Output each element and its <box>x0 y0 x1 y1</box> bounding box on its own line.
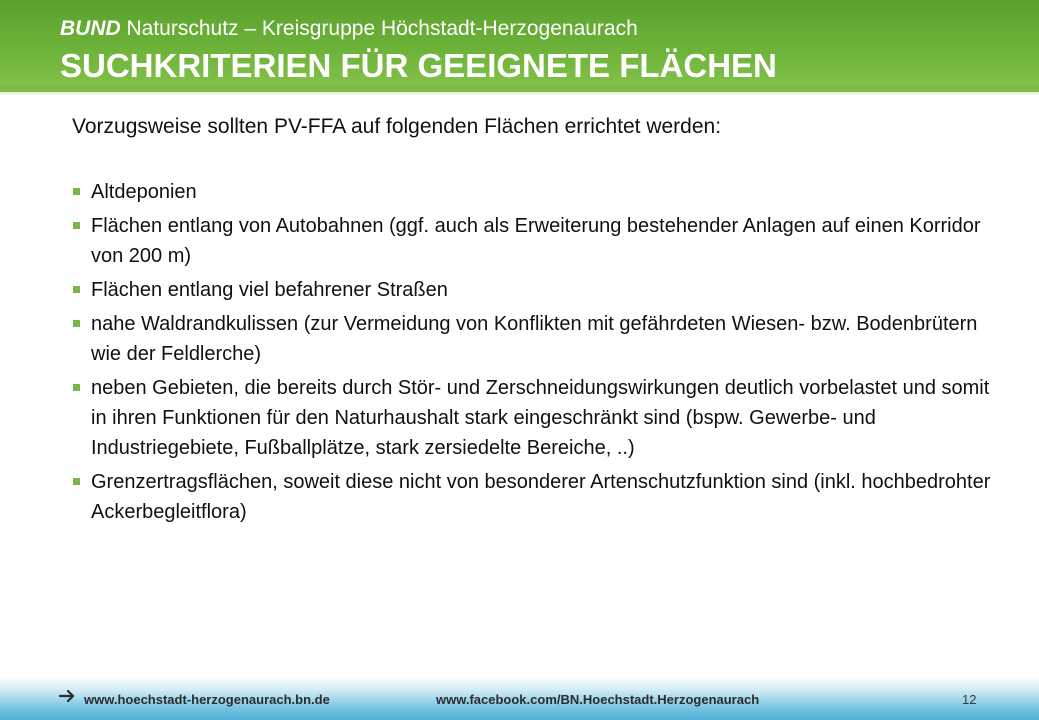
square-bullet-icon <box>73 222 80 229</box>
criteria-list <box>72 177 992 531</box>
square-bullet-icon <box>73 384 80 391</box>
intro-text: Vorzugsweise sollten PV-FFA auf folgenden Flächen errichtet werden: <box>72 115 722 138</box>
list-item <box>72 275 992 305</box>
list-item-text: neben Gebieten, die bereits durch Stör- und Zerschneidungswirkungen deutlich vorbelastet und somit in ihren Funktionen für den Naturhaushalt stark eingeschränkt sind (bspw. Gewerbe- und Industriegebiete, Fußballplätze, stark zersiedelte Bereiche, ..) <box>91 377 990 459</box>
square-bullet-icon <box>73 286 80 293</box>
list-item-text: Altdeponien <box>91 181 197 203</box>
list-item-text: Grenzertragsflächen, soweit diese nicht von besonderer Artenschutzfunktion sind (inkl. hochbedrohter Ackerbegleitflora) <box>91 471 991 523</box>
organization-name: Naturschutz – Kreisgruppe Höchstadt-Herzogenaurach <box>120 17 638 40</box>
organization-brand: BUND <box>60 17 121 40</box>
organization-line <box>60 16 638 42</box>
square-bullet-icon <box>73 478 80 485</box>
square-bullet-icon <box>73 320 80 327</box>
header-fade <box>0 86 1039 96</box>
page-number: 12 <box>962 692 977 707</box>
list-item-text: Flächen entlang viel befahrener Straßen <box>91 279 448 301</box>
website-link[interactable]: www.hoechstadt-herzogenaurach.bn.de <box>84 692 330 707</box>
list-item <box>72 467 992 527</box>
list-item <box>72 309 992 369</box>
facebook-link[interactable]: www.facebook.com/BN.Hoechstadt.Herzogenaurach <box>436 692 760 707</box>
list-item <box>72 373 992 463</box>
list-item <box>72 177 992 207</box>
list-item-text: Flächen entlang von Autobahnen (ggf. auch als Erweiterung bestehender Anlagen auf einen Korridor von 200 m) <box>91 215 981 267</box>
square-bullet-icon <box>73 188 80 195</box>
list-item-text: nahe Waldrandkulissen (zur Vermeidung von Konflikten mit gefährdeten Wiesen- bzw. Bodenbrütern wie der Feldlerche) <box>91 313 978 365</box>
arrow-right-icon <box>58 684 78 704</box>
list-item <box>72 211 992 271</box>
slide-title: SUCHKRITERIEN FÜR GEEIGNETE FLÄCHEN <box>60 47 777 84</box>
